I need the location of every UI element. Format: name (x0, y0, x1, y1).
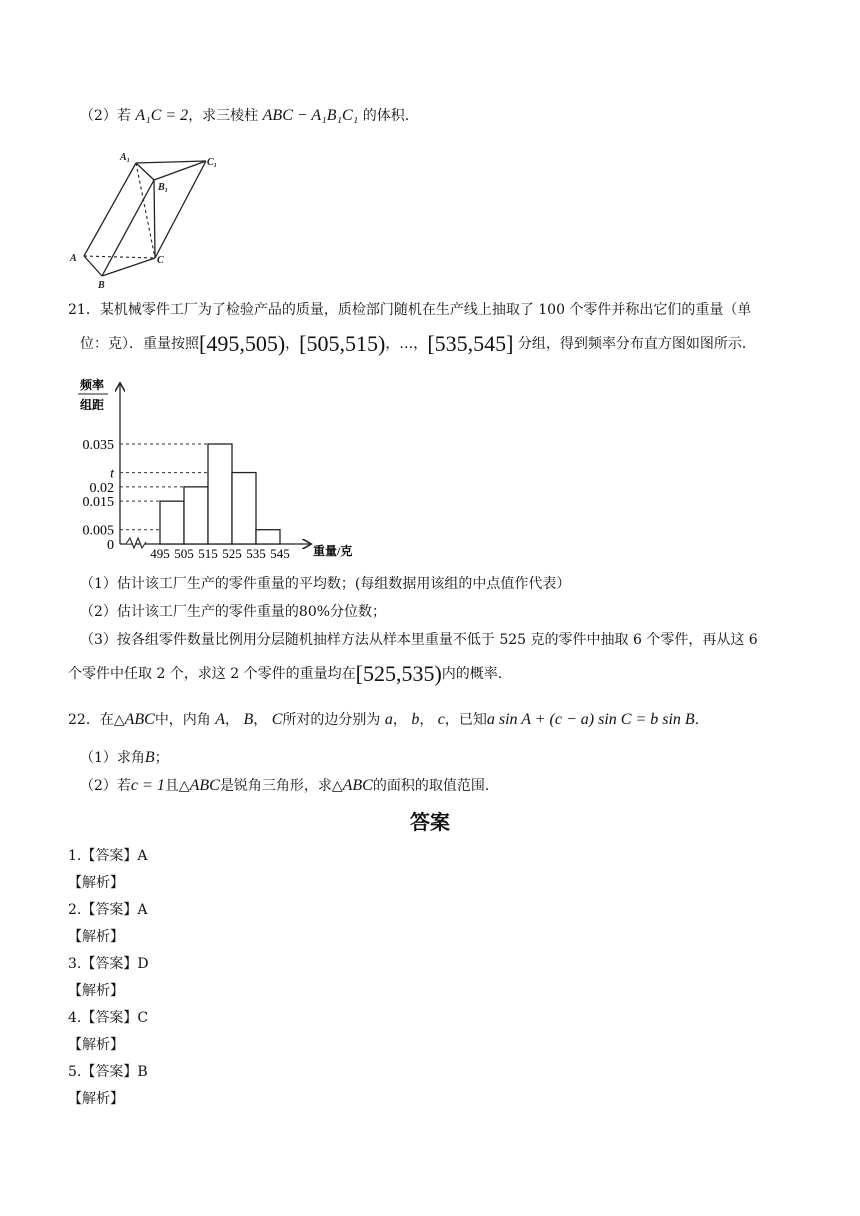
histogram-bar-525 (232, 473, 256, 544)
analysis-1: 【解析】 (68, 875, 124, 891)
answer-1: 1.【答案】A (68, 848, 148, 864)
label-b: B (98, 280, 105, 290)
q22-stem-start: 22．在△ (68, 712, 125, 728)
y-tick-label-0: 0.035 (82, 438, 114, 453)
q21-stem-text: 位：克）．重量按照 (80, 336, 199, 352)
q20-part2-label: （2）若 (80, 108, 131, 124)
q20-prism-name: ABC − A₁B₁C₁ (262, 107, 359, 124)
label-a1: A₁ (120, 152, 131, 163)
interval-2: [505,515) (299, 331, 386, 356)
histogram-bar-535 (256, 530, 280, 544)
q22-part1-var: B (144, 749, 155, 766)
edge-ab (84, 256, 102, 276)
y-label-top: 频率 (80, 378, 105, 392)
frequency-histogram (70, 376, 370, 564)
q20-part2-tail: 的体积. (362, 108, 410, 124)
answers-title: 答案 (410, 810, 450, 834)
q21-part2: （2）估计该工厂生产的零件重量的80%分位数； (80, 604, 387, 620)
edge-b1c (154, 180, 155, 258)
edge-cc1 (155, 161, 206, 258)
q22-part2-mid: 且△ (164, 778, 190, 794)
q22-part2-tail: 的面积的取值范围. (372, 778, 490, 794)
answer-2: 2.【答案】A (68, 902, 148, 918)
q22-part1-end: ； (154, 750, 169, 766)
edge-ac-hidden (84, 256, 155, 258)
q21-stem-line1: 21．某机械零件工厂为了检验产品的质量，质检部门随机在生产线上抽取了 100 个零件并称出它们的重量（单 (68, 302, 752, 318)
q21-part3-line1: （3）按各组零件数量比例用分层随机抽样方法从样本里重量不低于 525 克的零件中抽取 6 个零件，再从这 6 (80, 632, 758, 648)
y-tick-label-5: 0 (107, 538, 114, 553)
label-c: C (157, 255, 164, 266)
y-tick-label-1: t (110, 466, 114, 482)
angle-b: B (243, 711, 254, 728)
x-tick-label-495: 495 (150, 546, 170, 561)
answer-5: 5.【答案】B (68, 1064, 148, 1080)
y-tick-label-3: 0.015 (82, 495, 114, 511)
angle-c: C (271, 711, 283, 728)
x-tick-label-515: 515 (198, 546, 218, 561)
q21-stem-tail: 分组，得到频率分布直方图如图所示． (517, 336, 756, 352)
q21-part3-text: 个零件中任取 2 个，求这 2 个零件的重量均在 (68, 666, 356, 682)
q21-stem-line2: 位：克）．重量按照[495,505)，[505,515)，…，[535,545] 分组，得到频率分布直方图如图所示． (80, 331, 756, 356)
q22-part1-text: （1）求角 (80, 750, 145, 766)
y-tick-label-2: 0.02 (89, 480, 114, 496)
q22-triangle-name: ABC (124, 711, 155, 728)
q20-part2 (80, 106, 409, 126)
x-tick-label-505: 505 (174, 546, 194, 561)
q22-part2-mid2: 是锐角三角形，求△ (219, 778, 343, 794)
q22-part1 (80, 748, 169, 768)
label-a: A (70, 253, 77, 264)
interval-3: [535,545] (427, 331, 514, 356)
histogram-bar-505 (184, 487, 208, 544)
x-tick-label-535: 535 (246, 546, 266, 561)
q22-part2-text: （2）若 (80, 778, 131, 794)
q21-part3-line2 (68, 661, 503, 686)
q22-stem: 22．在△ABC中，内角 A， B， C所对的边分别为 a， b， c，已知a sin A + (c − a) sin C = b sin B. (68, 711, 700, 728)
prism-figure (60, 145, 230, 290)
q22-part2-cond: c = 1 (130, 777, 165, 794)
q22-part2 (80, 776, 489, 796)
analysis-3: 【解析】 (68, 983, 124, 999)
x-axis-label: 重量/克 (313, 544, 353, 558)
label-b1: B₁ (158, 182, 169, 193)
axis-break-zigzag (126, 538, 146, 548)
histogram-bar-495 (160, 501, 184, 544)
interval-1: [495,505) (199, 331, 286, 356)
y-label-bottom: 组距 (80, 398, 105, 412)
q21-part3-tail: 内的概率. (441, 666, 503, 682)
x-tick-label-545: 545 (270, 546, 290, 561)
edge-a1c-hidden (136, 163, 155, 258)
side-c: c (437, 711, 445, 728)
ellipsis: ，…， (385, 336, 428, 352)
q22-part2-triangle2: ABC (342, 777, 373, 794)
histogram-bar-515 (208, 444, 232, 544)
analysis-4: 【解析】 (68, 1037, 124, 1053)
angle-a: A (215, 711, 226, 728)
label-c1: C₁ (207, 157, 218, 168)
q22-part2-triangle: ABC (189, 777, 220, 794)
analysis-2: 【解析】 (68, 929, 124, 945)
edge-a1c1 (136, 161, 206, 163)
q20-condition: A₁C = 2 (135, 107, 189, 124)
answer-4: 4.【答案】C (68, 1010, 149, 1026)
q22-equation: a sin A + (c − a) sin C = b sin B (486, 711, 695, 728)
answer-3: 3.【答案】D (68, 956, 149, 972)
side-b: b (411, 711, 420, 728)
side-a: a (384, 711, 393, 728)
q22-stem-known: ，已知 (444, 712, 487, 728)
x-tick-label-525: 525 (222, 546, 242, 561)
edge-aa1 (84, 163, 136, 256)
y-tick-label-4: 0.005 (82, 523, 114, 539)
q21-part1: （1）估计该工厂生产的零件重量的平均数；(每组数据用该组的中点值作代表） (80, 576, 571, 592)
interval-525-535: [525,535) (355, 661, 442, 686)
q20-part2-mid: ，求三棱柱 (188, 108, 259, 124)
q22-stem-sides: 所对的边分别为 (282, 712, 381, 728)
q22-stem-mid: 中，内角 (154, 712, 211, 728)
analysis-5: 【解析】 (68, 1091, 124, 1107)
